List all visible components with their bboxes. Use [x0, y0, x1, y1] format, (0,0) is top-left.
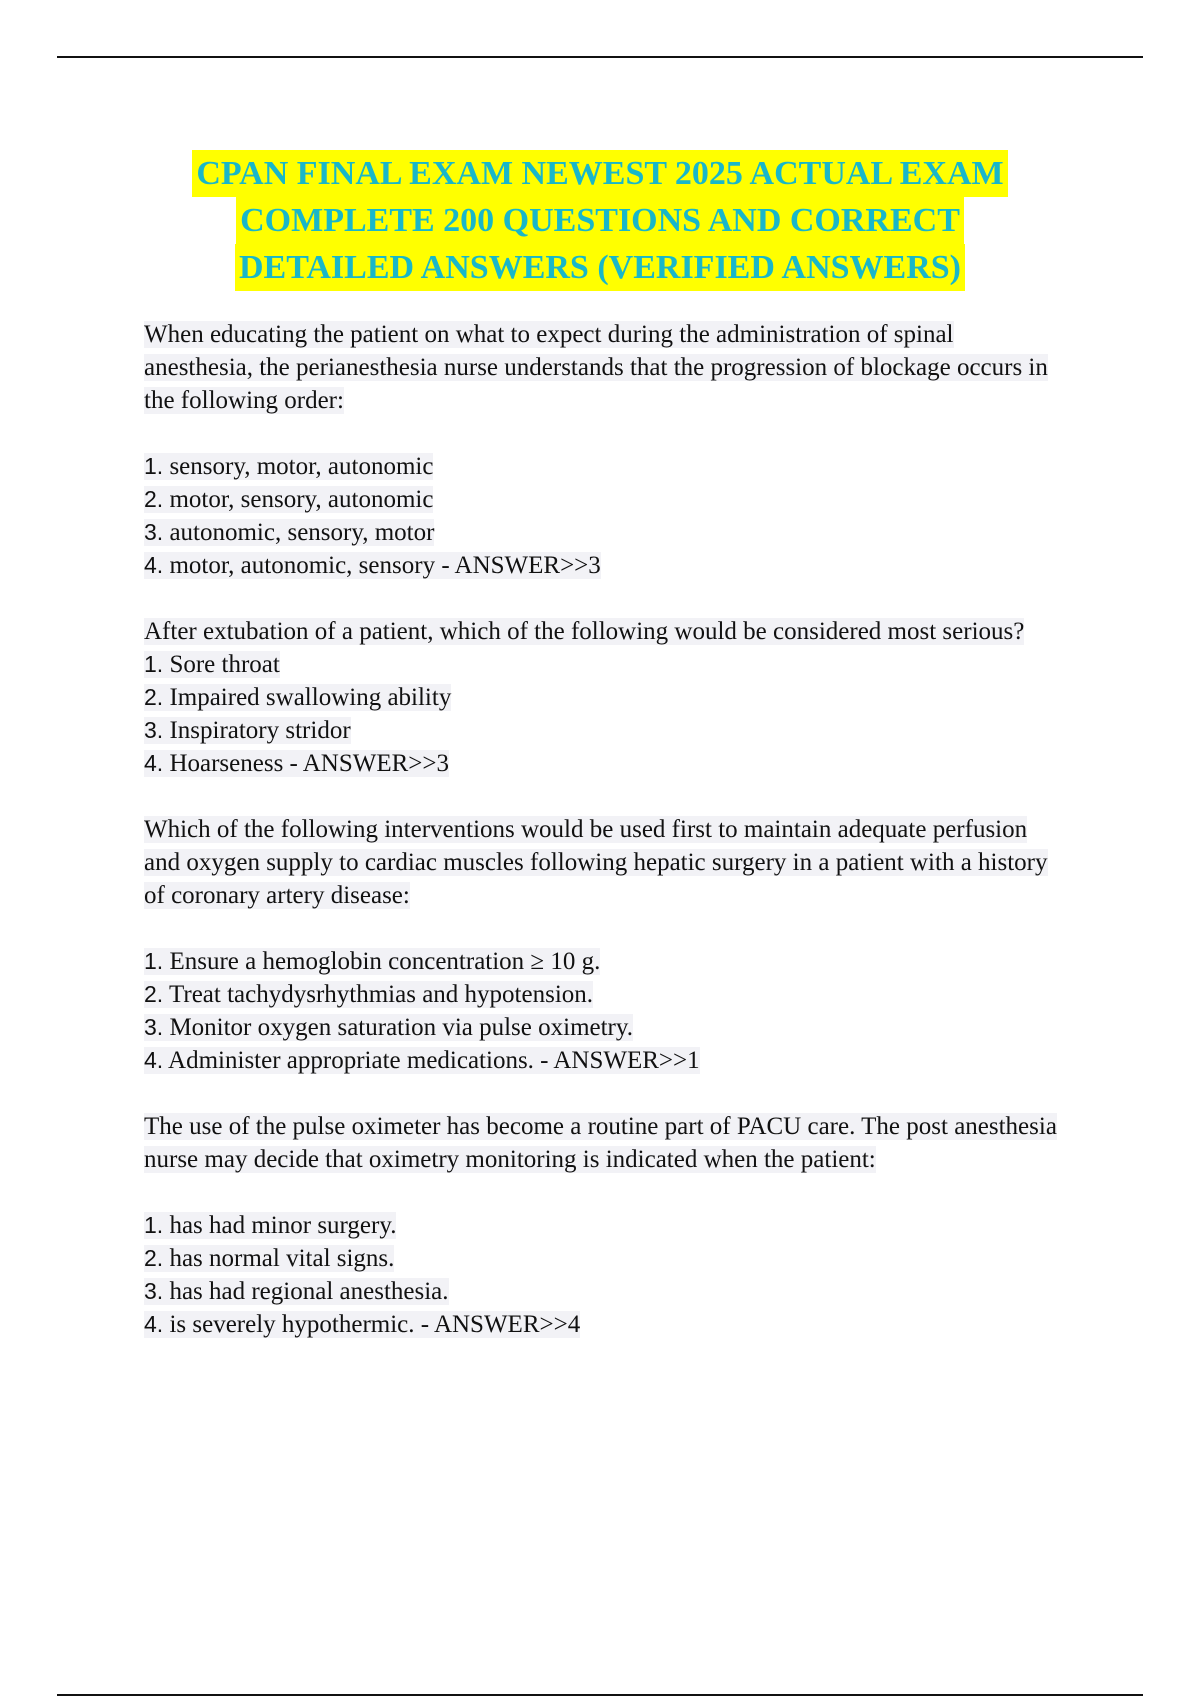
question-list: [144, 318, 1064, 1374]
question-3-option-4: 4. Administer appropriate medications. - ANSWER>>1: [144, 1047, 700, 1074]
title-line-3: DETAILED ANSWERS (VERIFIED ANSWERS): [235, 244, 965, 291]
top-rule: [57, 56, 1143, 58]
question-4-option-1: 1. has had minor surgery.: [144, 1212, 397, 1239]
question-2-option-2: 2. Impaired swallowing ability: [144, 684, 452, 711]
question-4-option-3: 3. has had regional anesthesia.: [144, 1278, 449, 1305]
question-2-options: [144, 648, 1064, 780]
title-line-1: CPAN FINAL EXAM NEWEST 2025 ACTUAL EXAM: [192, 150, 1007, 197]
question-3-option-3: 3. Monitor oxygen saturation via pulse oximetry.: [144, 1014, 634, 1041]
question-2-option-4: 4. Hoarseness - ANSWER>>3: [144, 750, 449, 777]
question-4-stem: The use of the pulse oximeter has become a routine part of PACU care. The post anesthesia nurse may decide that oximetry monitoring is indicated when the patient:: [144, 1113, 1057, 1173]
question-1-stem: When educating the patient on what to expect during the administration of spinal anesthesia, the perianesthesia nurse understands that the progression of blockage occurs in the following order:: [144, 321, 1048, 414]
question-3-option-2: 2. Treat tachydysrhythmias and hypotension.: [144, 981, 594, 1008]
question-3: [144, 813, 1064, 1077]
question-1-option-3: 3. autonomic, sensory, motor: [144, 519, 435, 546]
question-2-stem: After extubation of a patient, which of the following would be considered most serious?: [144, 618, 1025, 645]
question-1-options: [144, 450, 1064, 582]
question-1-option-4: 4. motor, autonomic, sensory - ANSWER>>3: [144, 552, 601, 579]
document-title: [0, 150, 1200, 291]
question-3-option-1: 1. Ensure a hemoglobin concentration ≥ 10 g.: [144, 948, 601, 975]
question-4-option-4: 4. is severely hypothermic. - ANSWER>>4: [144, 1311, 581, 1338]
bottom-rule: [57, 1694, 1143, 1696]
question-3-stem: Which of the following interventions would be used first to maintain adequate perfusion and oxygen supply to cardiac muscles following hepatic surgery in a patient with a history of coronary artery disease:: [144, 816, 1048, 909]
question-4-option-2: 2. has normal vital signs.: [144, 1245, 395, 1272]
title-line-2: COMPLETE 200 QUESTIONS AND CORRECT: [236, 197, 964, 244]
question-1-option-1: 1. sensory, motor, autonomic: [144, 453, 434, 480]
question-3-options: [144, 945, 1064, 1077]
question-4: [144, 1110, 1064, 1341]
question-1-option-2: 2. motor, sensory, autonomic: [144, 486, 434, 513]
question-4-options: [144, 1209, 1064, 1341]
question-1: [144, 318, 1064, 582]
question-2: [144, 615, 1064, 780]
question-2-option-3: 3. Inspiratory stridor: [144, 717, 351, 744]
question-2-option-1: 1. Sore throat: [144, 651, 280, 678]
